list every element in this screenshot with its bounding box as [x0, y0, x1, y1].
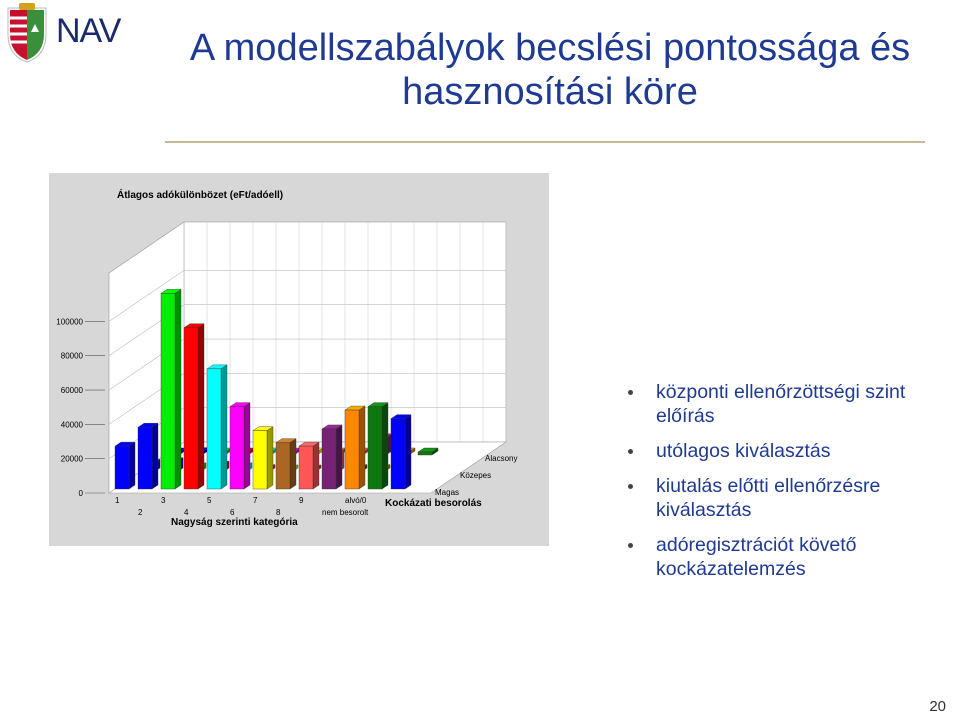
- bar: [115, 442, 135, 489]
- bar: [368, 403, 388, 489]
- bar-side: [336, 425, 342, 489]
- bar-front: [253, 431, 267, 489]
- bullet-list: [628, 380, 948, 592]
- bar-front: [276, 443, 290, 489]
- y-tick-label: 60000: [60, 386, 83, 396]
- bullet-item: központi ellenőrzöttségi szint előírás: [628, 380, 948, 428]
- x-tick-label: 2: [138, 508, 143, 517]
- bar: [230, 403, 250, 489]
- bar-side: [405, 415, 411, 489]
- bar: [253, 427, 273, 489]
- z-tick-label: Közepes: [460, 471, 492, 480]
- y-tick-label: 40000: [60, 420, 83, 430]
- bar-front: [322, 429, 336, 489]
- bar: [207, 365, 227, 489]
- bar-front: [418, 452, 432, 455]
- bar-side: [152, 423, 158, 489]
- bar: [184, 324, 204, 489]
- bar-front: [138, 427, 152, 489]
- y-tick-label: 20000: [60, 454, 83, 464]
- bar-side: [221, 365, 227, 489]
- bar-side: [175, 289, 181, 489]
- bullet-item: adóregisztrációt követő kockázatelemzés: [628, 533, 948, 581]
- x-tick-label: 6: [230, 508, 235, 517]
- bar-side: [313, 442, 319, 489]
- x-tick-label: 9: [299, 496, 304, 505]
- x-tick-label: nem besorolt: [322, 508, 369, 517]
- page-number: 20: [929, 698, 946, 715]
- bar-chart-3d: [49, 173, 549, 546]
- bar-side: [129, 442, 135, 489]
- bullet-item: utólagos kiválasztás: [628, 439, 948, 463]
- bar-side: [359, 406, 365, 489]
- y-tick-label: 100000: [56, 317, 83, 327]
- bar-front: [299, 446, 313, 489]
- bar: [391, 415, 411, 489]
- x-tick-label: 1: [115, 496, 120, 505]
- bar: [299, 442, 319, 489]
- x-tick-label: 3: [161, 496, 166, 505]
- bar-side: [244, 403, 250, 489]
- x-tick-label: 8: [276, 508, 281, 517]
- x-tick-label: 5: [207, 496, 212, 505]
- page-title: A modellszabályok becslési pontossága és hasznosítási köre: [189, 27, 911, 113]
- coat-of-arms-icon: [8, 3, 46, 62]
- x-tick-label: 7: [253, 496, 258, 505]
- bar-side: [198, 324, 204, 489]
- bar: [138, 423, 158, 489]
- y-tick-label: 80000: [60, 351, 83, 361]
- bar-front: [115, 446, 129, 489]
- logo-text: NAV: [56, 12, 121, 50]
- bar: [322, 425, 342, 489]
- bar-side: [267, 427, 273, 489]
- x-tick-label: 4: [184, 508, 189, 517]
- bar-front: [207, 369, 221, 489]
- chart-title: Átlagos adókülönbözet (eFt/adóell): [117, 190, 284, 201]
- bar: [161, 289, 181, 489]
- z-tick-label: Alacsony: [485, 454, 518, 463]
- bar-front: [161, 293, 175, 489]
- bar-front: [345, 410, 359, 489]
- z-tick-label: Magas: [435, 488, 460, 497]
- z-axis-label: Kockázati besorolás: [385, 498, 482, 509]
- bar-side: [290, 439, 296, 489]
- bar-front: [391, 419, 405, 489]
- bar-front: [368, 407, 382, 489]
- bar: [345, 406, 365, 489]
- bar: [276, 439, 296, 489]
- bullet-item: kiutalás előtti ellenőrzésre kiválasztás: [628, 474, 948, 522]
- x-tick-label: alvó/0: [345, 496, 367, 505]
- title-divider: [165, 141, 925, 143]
- bar-side: [382, 403, 388, 489]
- bar-front: [184, 328, 198, 489]
- bar-front: [230, 407, 244, 489]
- y-tick-label: 0: [78, 489, 83, 498]
- x-axis-label: Nagyság szerinti kategória: [171, 517, 298, 528]
